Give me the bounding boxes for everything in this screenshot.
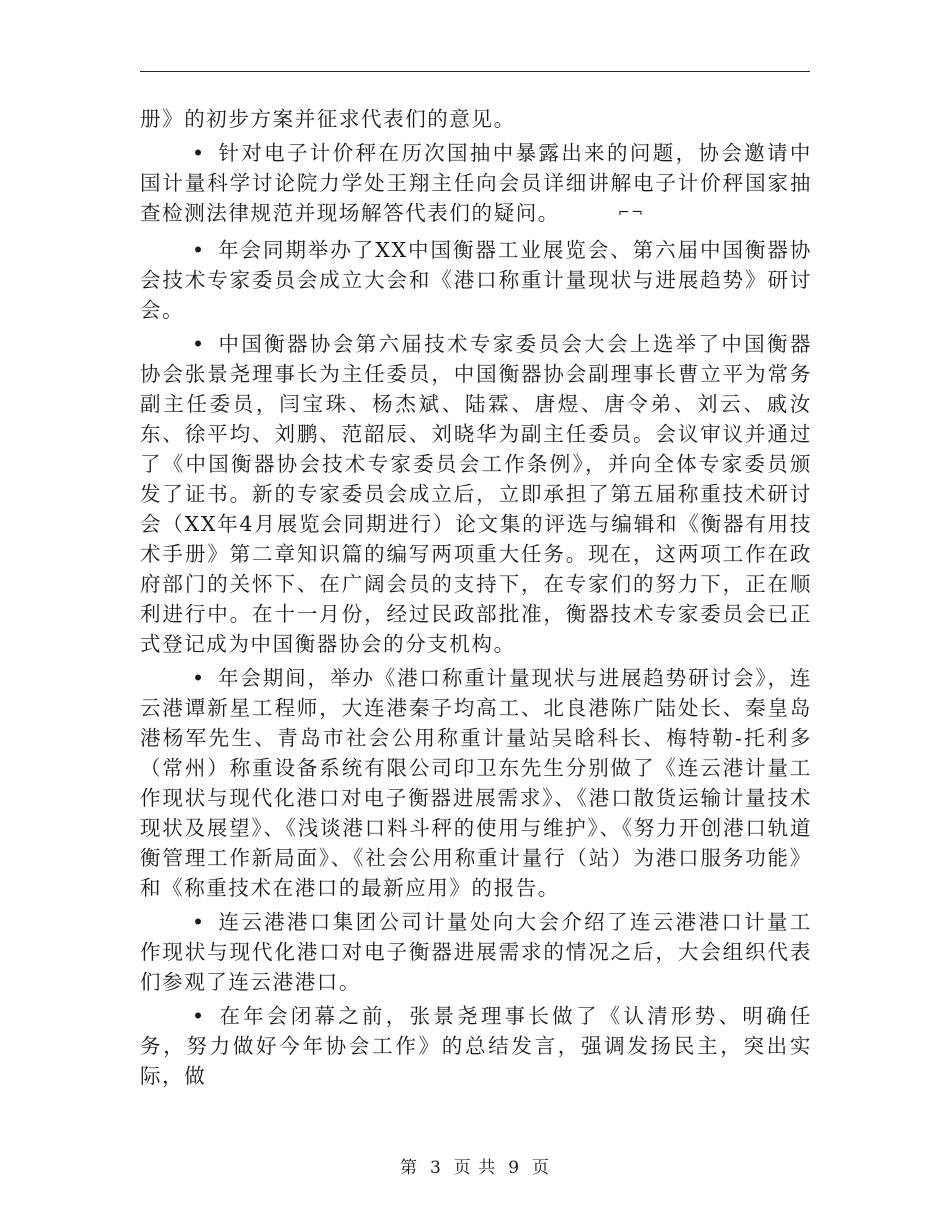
bracket-mark-icon: ⌐¬: [617, 205, 645, 221]
bullet-paragraph-committee: [140, 329, 812, 659]
bullet-icon: •: [192, 666, 206, 690]
page-footer: [0, 1153, 950, 1178]
bullet-icon: •: [192, 238, 206, 262]
paragraph-continuation: [140, 104, 812, 134]
paragraph-text: 针对电子计价秤在历次国抽中暴露出来的问题，协会邀请中国计量科学讨论院力学处王翔主任向会员详细讲解电子计价秤国家抽查检测法律规范并现场解答代表们的疑问。: [140, 141, 812, 225]
footer-middle: 页 共: [453, 1158, 497, 1178]
bullet-paragraph-exhibition: [140, 235, 812, 325]
header-rule: [140, 71, 810, 72]
document-body: [140, 104, 812, 1091]
bullet-icon: •: [192, 1004, 206, 1028]
paragraph-text: 中国衡器协会第六届技术专家委员会大会上选举了中国衡器协会张景尧理事长为主任委员，中国衡器协会副理事长曹立平为常务副主任委员，闫宝珠、杨杰斌、陆霖、唐煜、唐令弟、刘云、戚汝东、徐平均、刘鹏、范韶辰、刘晓华为副主任委员。会议审议并通过了《中国衡器协会技术专家委员会工作条例》，并向全体专家委员颁发了证书。新的专家委员会成立后，立即承担了第五届称重技术研讨会（XX年4月展览会同期进行）论文集的评选与编辑和《衡器有用技术手册》第二章知识篇的编写两项重大任务。现在，这两项工作在政府部门的关怀下、在广阔会员的支持下，在专家们的努力下，正在顺利进行中。在十一月份，经过民政部批准，衡器技术专家委员会已正式登记成为中国衡器协会的分支机构。: [140, 332, 812, 656]
bullet-icon: •: [192, 141, 206, 165]
bullet-icon: •: [192, 332, 206, 356]
total-pages: 9: [508, 1158, 521, 1178]
paragraph-text: 册》的初步方案并征求代表们的意见。: [140, 107, 516, 131]
footer-prefix: 第: [399, 1158, 418, 1178]
bullet-paragraph-closing: [140, 1001, 812, 1091]
footer-suffix: 页: [532, 1158, 551, 1178]
paragraph-text: 年会同期举办了XX中国衡器工业展览会、第六届中国衡器协会技术专家委员会成立大会和《港口称重计量现状与进展趋势》研讨会。: [140, 238, 812, 322]
bullet-paragraph-lecture: [140, 138, 812, 231]
bullet-paragraph-seminar: [140, 663, 812, 903]
paragraph-text: 年会期间，举办《港口称重计量现状与进展趋势研讨会》，连云港谭新星工程师，大连港秦子均高工、北良港陈广陆处长、秦皇岛港杨军先生、青岛市社会公用称重计量站吴晗科长、梅特勒-托利多（常州）称重设备系统有限公司印卫东先生分别做了《连云港计量工作现状与现代化港口对电子衡器进展需求》、《港口散货运输计量技术现状及展望》、《浅谈港口料斗秤的使用与维护》、《努力开创港口轨道衡管理工作新局面》、《社会公用称重计量行（站）为港口服务功能》和《称重技术在港口的最新应用》的报告。: [140, 666, 812, 900]
page-number: 3: [429, 1158, 442, 1178]
paragraph-text: 在年会闭幕之前，张景尧理事长做了《认清形势、明确任务，努力做好今年协会工作》的总结发言，强调发扬民主，突出实际，做: [140, 1004, 812, 1088]
paragraph-text: 连云港港口集团公司计量处向大会介绍了连云港港口计量工作现状与现代化港口对电子衡器进展需求的情况之后，大会组织代表们参观了连云港港口。: [140, 910, 812, 994]
bullet-paragraph-port-visit: [140, 907, 812, 997]
bullet-icon: •: [192, 910, 206, 934]
